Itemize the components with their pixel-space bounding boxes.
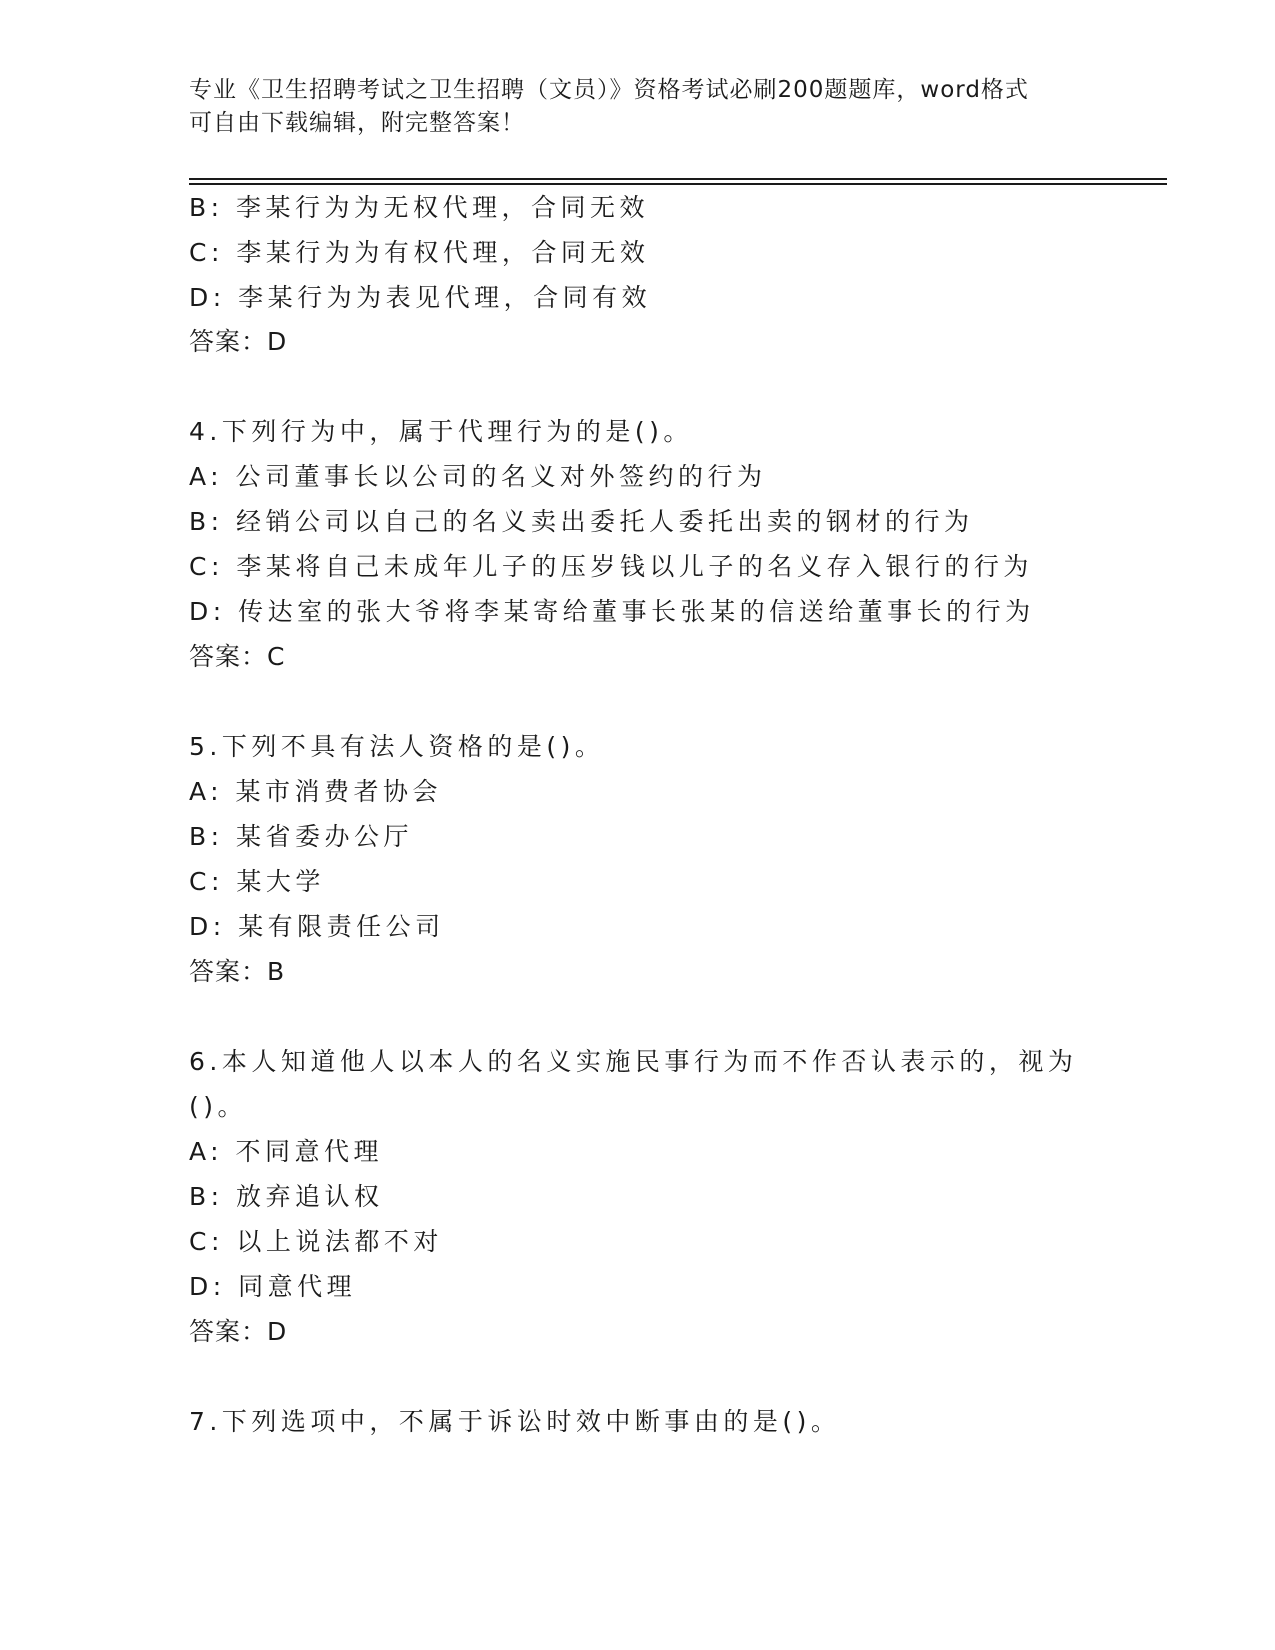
q4-option-d: D: 传达室的张大爷将李某寄给董事长张某的信送给董事长的行为 [189, 597, 1035, 626]
q3-option-d: D: 李某行为为表见代理，合同有效 [189, 283, 652, 312]
q6-option-b: B: 放弃追认权 [189, 1182, 384, 1211]
q3-option-c: C: 李某行为为有权代理，合同无效 [189, 238, 650, 267]
q3-option-b: B: 李某行为为无权代理，合同无效 [189, 193, 650, 222]
q4-answer: 答案：C [189, 642, 286, 671]
q7-question: 7.下列选项中，不属于诉讼时效中断事由的是()。 [189, 1407, 841, 1436]
q4-question: 4.下列行为中，属于代理行为的是()。 [189, 417, 693, 446]
q4-option-c: C: 李某将自己未成年儿子的压岁钱以儿子的名义存入银行的行为 [189, 552, 1033, 581]
q6-question-line-1: 6.本人知道他人以本人的名义实施民事行为而不作否认表示的，视为 [189, 1047, 1078, 1076]
q5-option-c: C: 某大学 [189, 867, 325, 896]
q3-answer: 答案：D [189, 327, 288, 356]
header-rule-bottom [189, 183, 1167, 185]
q6-answer: 答案：D [189, 1317, 288, 1346]
q4-option-a: A: 公司董事长以公司的名义对外签约的行为 [189, 462, 767, 491]
q5-option-a: A: 某市消费者协会 [189, 777, 443, 806]
header-line-1: 专业《卫生招聘考试之卫生招聘（文员）》资格考试必刷200题题库，word格式 [189, 77, 1029, 103]
q5-question: 5.下列不具有法人资格的是()。 [189, 732, 605, 761]
q6-question-line-2: ()。 [189, 1092, 248, 1121]
document-header [189, 74, 1089, 140]
q4-option-b: B: 经销公司以自己的名义卖出委托人委托出卖的钢材的行为 [189, 507, 974, 536]
header-rule-top [189, 178, 1167, 180]
q6-option-d: D: 同意代理 [189, 1272, 357, 1301]
q6-option-a: A: 不同意代理 [189, 1137, 384, 1166]
q5-option-d: D: 某有限责任公司 [189, 912, 445, 941]
q5-option-b: B: 某省委办公厅 [189, 822, 414, 851]
q6-option-c: C: 以上说法都不对 [189, 1227, 443, 1256]
q5-answer: 答案：B [189, 957, 286, 986]
header-line-2: 可自由下载编辑，附完整答案！ [189, 110, 525, 136]
